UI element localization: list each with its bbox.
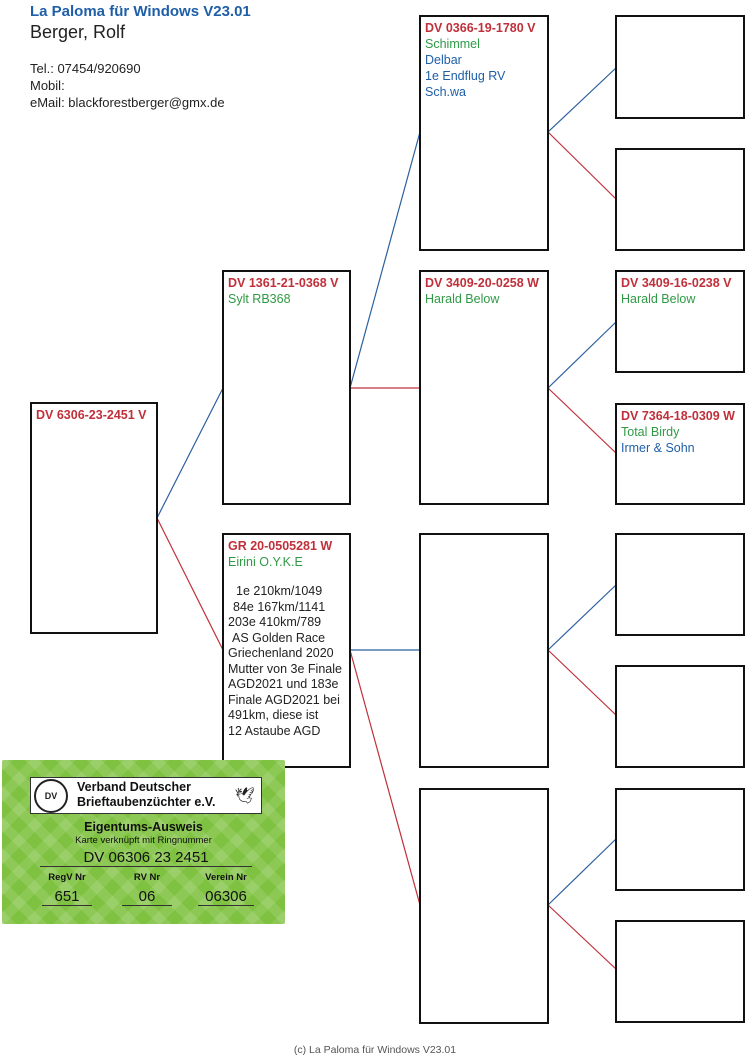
pigeon-icon: 🕊 <box>234 788 255 805</box>
connector-sire-siresire <box>350 132 420 388</box>
dam-note-line: 84e 167km/1141 <box>233 599 326 614</box>
dam-note-line: Griechenland 2020 <box>228 646 334 660</box>
sire-dam-sire-ring: DV 3409-16-0238 V <box>621 276 732 290</box>
rv-value: 06 <box>122 888 172 906</box>
sire-dam-dam-breeder: Irmer & Sohn <box>621 441 695 455</box>
dam-box <box>222 533 351 768</box>
dam-dam-box <box>419 788 549 1024</box>
sire-dam-dam-box <box>615 403 745 505</box>
sire-sire-name: Delbar <box>425 53 462 67</box>
association-name: Verband Deutscher Brieftaubenzüchter e.V. <box>77 780 216 809</box>
phone-line: Tel.: 07454/920690 <box>30 61 141 76</box>
dam-notes <box>228 584 345 739</box>
dam-note-line: AGD2021 und 183e <box>228 677 339 691</box>
sire-dam-sire-box <box>615 270 745 373</box>
sire-box <box>222 270 351 505</box>
subject-ring: DV 6306-23-2451 V <box>36 408 147 422</box>
sire-dam-sire-name: Harald Below <box>621 292 696 306</box>
ownership-card <box>2 760 285 924</box>
dam-ring: GR 20-0505281 W <box>228 539 333 553</box>
sire-sire-color: Schimmel <box>425 37 480 51</box>
connector-subject-dam <box>157 518 223 650</box>
connector-subject-sire <box>157 388 223 518</box>
dam-note-line: Finale AGD2021 bei <box>228 692 340 707</box>
connector-dam-damdam <box>350 650 420 905</box>
footer-copyright: (c) La Paloma für Windows V23.01 <box>293 1044 457 1056</box>
sire-ring: DV 1361-21-0368 V <box>228 276 339 290</box>
card-title: Eigentums-Ausweis <box>84 820 203 834</box>
regv-label: RegV Nr <box>48 872 86 883</box>
sire-sire-breeder: Sch.wa <box>425 85 466 99</box>
verein-value: 06306 <box>198 888 254 906</box>
email-line: eMail: blackforestberger@gmx.de <box>30 95 225 110</box>
sire-sire-result: 1e Endflug RV <box>425 69 506 83</box>
gen4-box <box>615 788 745 891</box>
mobile-line: Mobil: <box>30 78 65 93</box>
dam-note-line: 203e 410km/789 <box>228 615 322 629</box>
association-logo: DV <box>34 779 68 813</box>
card-subtitle: Karte verknüpft mit Ringnummer <box>75 835 212 846</box>
sire-dam-name: Harald Below <box>425 292 500 306</box>
gen4-box <box>615 15 745 119</box>
verein-label: Verein Nr <box>205 872 247 883</box>
dam-sire-box <box>419 533 549 768</box>
subject-box <box>30 402 158 634</box>
sire-name: Sylt RB368 <box>228 292 291 306</box>
sire-sire-box <box>419 15 549 251</box>
rv-label: RV Nr <box>133 872 161 883</box>
gen4-box <box>615 920 745 1023</box>
sire-dam-dam-ring: DV 7364-18-0309 W <box>621 409 735 423</box>
card-ring-number: DV 06306 23 2451 <box>40 849 252 867</box>
dam-note-line: AS Golden Race <box>232 630 326 645</box>
card-header <box>30 777 262 814</box>
sire-sire-ring: DV 0366-19-1780 V <box>425 21 536 35</box>
gen4-box <box>615 533 745 636</box>
regv-value: 651 <box>42 888 92 906</box>
sire-dam-ring: DV 3409-20-0258 W <box>425 276 539 290</box>
dam-note-line: 12 Astaube AGD <box>228 723 321 738</box>
sire-dam-box <box>419 270 549 505</box>
owner-name: Berger, Rolf <box>30 22 126 42</box>
dam-note-line: Mutter von 3e Finale <box>228 661 342 676</box>
gen4-box <box>615 665 745 768</box>
app-title: La Paloma für Windows V23.01 <box>30 3 251 20</box>
dam-note-line: 1e 210km/1049 <box>236 584 323 598</box>
gen4-box <box>615 148 745 251</box>
dam-note-line: 491km, diese ist <box>228 708 319 722</box>
dam-name: Eirini O.Y.K.E <box>228 555 303 569</box>
sire-dam-dam-name: Total Birdy <box>621 425 680 439</box>
